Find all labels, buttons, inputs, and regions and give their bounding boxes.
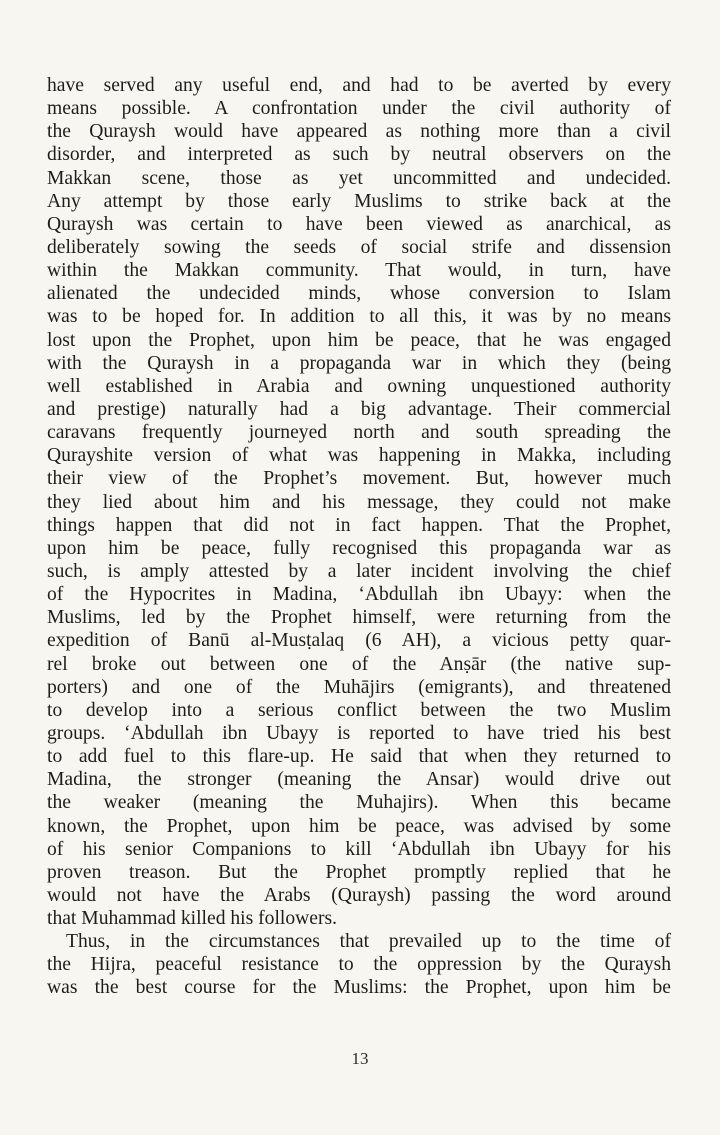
text-line: the Hijra, peaceful resistance to the oppression by the Quraysh: [47, 954, 671, 976]
text-line: deliberately sowing the seeds of social strife and dissension: [47, 236, 671, 258]
text-line: things happen that did not in fact happen. That the Prophet,: [47, 514, 671, 536]
text-line: they lied about him and his message, they could not make: [47, 491, 671, 513]
text-line: have served any useful end, and had to be averted by every: [47, 75, 671, 96]
text-line: lost upon the Prophet, upon him be peace, that he was engaged: [47, 329, 671, 351]
text-line: Qurayshite version of what was happening in Makka, including: [47, 445, 671, 467]
text-line: rel broke out between one of the Anṣār (the native sup-: [47, 653, 671, 675]
text-line: Muslims, led by the Prophet himself, were returning from the: [47, 607, 671, 629]
text-line: Madina, the stronger (meaning the Ansar) would drive out: [47, 769, 671, 791]
text-line: upon him be peace, fully recognised this propaganda war as: [47, 537, 671, 559]
text-line: expedition of Banū al-Musṭalaq (6 AH), a vicious petty quar-: [47, 630, 671, 652]
text-line: the Quraysh would have appeared as nothing more than a civil: [47, 121, 671, 143]
text-line: to add fuel to this flare-up. He said that when they returned to: [47, 746, 671, 768]
text-line: with the Quraysh in a propaganda war in which they (being: [47, 352, 671, 374]
text-line: their view of the Prophet’s movement. But, however much: [47, 468, 671, 490]
text-line: Quraysh was certain to have been viewed as anarchical, as: [47, 213, 671, 235]
text-line: well established in Arabia and owning unquestioned authority: [47, 375, 671, 397]
text-line: that Muhammad killed his followers.: [47, 908, 338, 930]
text-line: Makkan scene, those as yet uncommitted and undecided.: [47, 167, 671, 189]
text-line: porters) and one of the Muhājirs (emigrants), and threatened: [47, 676, 671, 698]
text-line: the weaker (meaning the Muhajirs). When this became: [47, 792, 671, 814]
text-line: would not have the Arabs (Quraysh) passing the word around: [47, 884, 671, 906]
text-line: means possible. A confrontation under the civil authority of: [47, 98, 671, 120]
body-text: [47, 74, 671, 1000]
text-line: disorder, and interpreted as such by neutral observers on the: [47, 144, 671, 166]
text-line: was the best course for the Muslims: the Prophet, upon him be: [47, 977, 671, 999]
paragraph-2: [47, 930, 671, 999]
text-line: was to be hoped for. In addition to all this, it was by no means: [47, 306, 671, 328]
page-number: 13: [351, 1049, 369, 1068]
text-line: and prestige) naturally had a big advantage. Their commercial: [47, 398, 671, 420]
text-line: alienated the undecided minds, whose conversion to Islam: [47, 283, 671, 305]
text-line: proven treason. But the Prophet promptly replied that he: [47, 861, 671, 883]
text-line: to develop into a serious conflict between the two Muslim: [47, 699, 671, 721]
text-line: of the Hypocrites in Madina, ‘Abdullah ibn Ubayy: when the: [47, 584, 671, 606]
text-line: caravans frequently journeyed north and south spreading the: [47, 422, 671, 444]
text-line: Any attempt by those early Muslims to strike back at the: [47, 190, 671, 212]
paragraph-1: [47, 74, 671, 930]
text-line: of his senior Companions to kill ‘Abdullah ibn Ubayy for his: [47, 838, 671, 860]
text-line: groups. ‘Abdullah ibn Ubayy is reported to have tried his best: [47, 722, 671, 744]
text-line: such, is amply attested by a later incident involving the chief: [47, 560, 671, 582]
text-line: Thus, in the circumstances that prevailed up to the time of: [66, 931, 671, 953]
text-line: known, the Prophet, upon him be peace, was advised by some: [47, 815, 671, 837]
text-line: within the Makkan community. That would, in turn, have: [47, 260, 671, 282]
